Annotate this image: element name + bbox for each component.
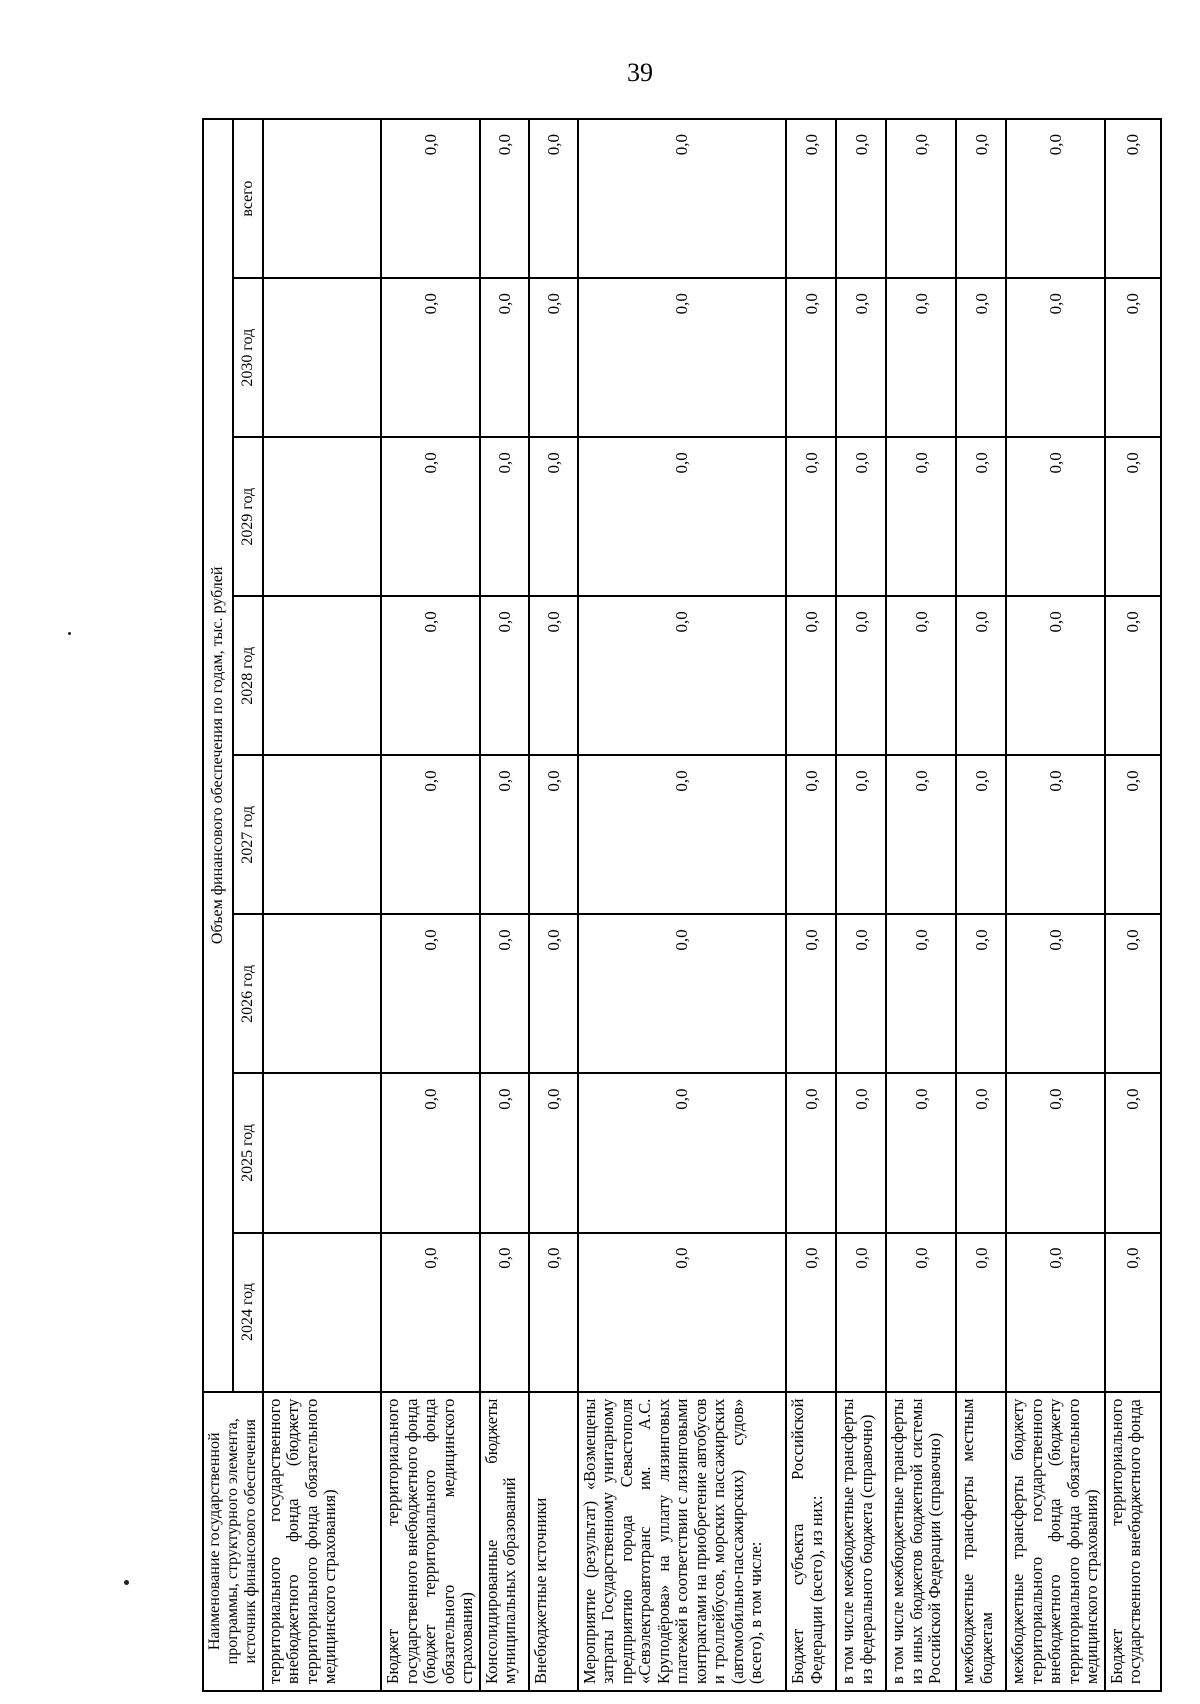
value-cell: [263, 119, 381, 278]
value-cell: 0,0: [1006, 437, 1104, 596]
value-cell: 0,0: [578, 278, 786, 437]
value-cell: 0,0: [480, 1233, 529, 1392]
table-row: [480, 119, 529, 1691]
value-cell: 0,0: [886, 914, 956, 1073]
table-body: [263, 119, 1161, 1691]
value-cell: 0,0: [480, 119, 529, 278]
value-cell: 0,0: [1006, 914, 1104, 1073]
value-cell: 0,0: [381, 755, 479, 914]
value-cell: 0,0: [480, 914, 529, 1073]
value-cell: 0,0: [529, 1073, 578, 1232]
value-cell: 0,0: [956, 1073, 1006, 1232]
value-cell: [263, 278, 381, 437]
value-cell: 0,0: [578, 437, 786, 596]
value-cell: 0,0: [480, 278, 529, 437]
value-cell: 0,0: [381, 914, 479, 1073]
value-cell: 0,0: [1006, 1073, 1104, 1232]
table-row: [263, 119, 381, 1691]
row-label: территориального государственного внебюджетного фонда (бюджету территориального фонда обязательного медицинского страхования): [263, 1392, 381, 1691]
value-cell: 0,0: [886, 755, 956, 914]
value-cell: 0,0: [836, 1233, 886, 1392]
header-year-5: 2029 год: [233, 437, 263, 596]
value-cell: 0,0: [956, 596, 1006, 755]
value-cell: 0,0: [786, 1233, 836, 1392]
value-cell: 0,0: [381, 1233, 479, 1392]
value-cell: 0,0: [381, 1073, 479, 1232]
value-cell: 0,0: [786, 437, 836, 596]
value-cell: 0,0: [836, 1073, 886, 1232]
page-number: 39: [627, 58, 653, 87]
value-cell: 0,0: [786, 596, 836, 755]
row-label: межбюджетные трансферты бюджету территориального государственного внебюджетного фонда (бюджету территориального фонда обязательного медицинского страхования): [1006, 1392, 1104, 1691]
value-cell: 0,0: [956, 914, 1006, 1073]
value-cell: 0,0: [480, 1073, 529, 1232]
value-cell: 0,0: [1105, 596, 1161, 755]
header-year-0: 2024 год: [233, 1233, 263, 1392]
value-cell: 0,0: [836, 914, 886, 1073]
value-cell: 0,0: [529, 755, 578, 914]
value-cell: 0,0: [1006, 755, 1104, 914]
value-cell: 0,0: [529, 596, 578, 755]
value-cell: 0,0: [786, 914, 836, 1073]
table-row: [1006, 119, 1104, 1691]
value-cell: 0,0: [886, 278, 956, 437]
value-cell: 0,0: [381, 437, 479, 596]
row-label: Мероприятие (результат) «Возмещены затраты Государственному унитарному предприятию города Севастополя «Севэлектроавтотранс им. А.С. Круподёрова» на уплату лизинговых платежей в соответствии с лизинговыми контрактами на приобретение автобусов и троллейбусов, морских пассажирских (автомобильно-пассажирских) судов» (всего), в том числе:: [578, 1392, 786, 1691]
value-cell: 0,0: [381, 596, 479, 755]
rotated-table-wrapper: [202, 118, 1162, 1692]
value-cell: 0,0: [956, 278, 1006, 437]
value-cell: 0,0: [956, 437, 1006, 596]
value-cell: 0,0: [886, 437, 956, 596]
value-cell: 0,0: [578, 1073, 786, 1232]
value-cell: 0,0: [1006, 119, 1104, 278]
row-label: Внебюджетные источники: [529, 1392, 578, 1691]
value-cell: [263, 914, 381, 1073]
value-cell: 0,0: [529, 1233, 578, 1392]
value-cell: 0,0: [1105, 755, 1161, 914]
value-cell: 0,0: [786, 119, 836, 278]
value-cell: 0,0: [886, 1073, 956, 1232]
table-row: [529, 119, 578, 1691]
header-year-3: 2027 год: [233, 755, 263, 914]
value-cell: 0,0: [480, 755, 529, 914]
row-label: межбюджетные трансферты местным бюджетам: [956, 1392, 1006, 1691]
header-year-7: всего: [233, 119, 263, 278]
value-cell: 0,0: [836, 119, 886, 278]
table-row: [1105, 119, 1161, 1691]
row-label: Бюджет территориального государственного внебюджетного фонда (бюджет территориального фонда обязательного медицинского страхования): [381, 1392, 479, 1691]
value-cell: 0,0: [578, 596, 786, 755]
header-year-2: 2026 год: [233, 914, 263, 1073]
header-name-column: Наименование государственной программы, структурного элемента, источник финансового обеспечения: [203, 1392, 263, 1691]
value-cell: 0,0: [836, 755, 886, 914]
value-cell: 0,0: [578, 119, 786, 278]
row-label: Бюджет территориального государственного внебюджетного фонда: [1105, 1392, 1161, 1691]
header-year-6: 2030 год: [233, 278, 263, 437]
value-cell: 0,0: [956, 755, 1006, 914]
value-cell: [263, 1073, 381, 1232]
value-cell: 0,0: [480, 596, 529, 755]
table-row: [836, 119, 886, 1691]
value-cell: 0,0: [836, 596, 886, 755]
header-funding-group: Объем финансового обеспечения по годам, тыс. рублей: [203, 119, 233, 1392]
value-cell: 0,0: [578, 914, 786, 1073]
row-label: Бюджет субъекта Российской Федерации (всего), из них:: [786, 1392, 836, 1691]
value-cell: 0,0: [1105, 278, 1161, 437]
value-cell: 0,0: [1105, 119, 1161, 278]
value-cell: 0,0: [786, 755, 836, 914]
value-cell: [263, 437, 381, 596]
header-year-4: 2028 год: [233, 596, 263, 755]
value-cell: 0,0: [836, 437, 886, 596]
value-cell: 0,0: [786, 278, 836, 437]
value-cell: [263, 1233, 381, 1392]
scan-speck: [68, 632, 71, 635]
table-row: [956, 119, 1006, 1691]
header-year-1: 2025 год: [233, 1073, 263, 1232]
scan-speck: [124, 1580, 129, 1585]
value-cell: 0,0: [529, 278, 578, 437]
row-label: Консолидированные бюджеты муниципальных образований: [480, 1392, 529, 1691]
financing-table: [202, 118, 1162, 1692]
value-cell: 0,0: [1105, 1073, 1161, 1232]
table-row: [578, 119, 786, 1691]
row-label: в том числе межбюджетные трансферты из иных бюджетов бюджетной системы Российской Федерации (справочно): [886, 1392, 956, 1691]
value-cell: 0,0: [381, 278, 479, 437]
value-cell: 0,0: [786, 1073, 836, 1232]
value-cell: 0,0: [529, 914, 578, 1073]
value-cell: 0,0: [381, 119, 479, 278]
value-cell: 0,0: [886, 1233, 956, 1392]
value-cell: 0,0: [578, 755, 786, 914]
value-cell: 0,0: [1105, 1233, 1161, 1392]
value-cell: 0,0: [578, 1233, 786, 1392]
value-cell: [263, 596, 381, 755]
table-row: [786, 119, 836, 1691]
header-row-group: [203, 119, 233, 1691]
value-cell: 0,0: [956, 119, 1006, 278]
value-cell: 0,0: [1105, 914, 1161, 1073]
value-cell: 0,0: [886, 596, 956, 755]
value-cell: 0,0: [1105, 437, 1161, 596]
table-row: [381, 119, 479, 1691]
value-cell: 0,0: [529, 437, 578, 596]
value-cell: 0,0: [529, 119, 578, 278]
value-cell: 0,0: [886, 119, 956, 278]
table-row: [886, 119, 956, 1691]
value-cell: 0,0: [836, 278, 886, 437]
row-label: в том числе межбюджетные трансферты из федерального бюджета (справочно): [836, 1392, 886, 1691]
value-cell: [263, 755, 381, 914]
value-cell: 0,0: [956, 1233, 1006, 1392]
value-cell: 0,0: [1006, 278, 1104, 437]
value-cell: 0,0: [1006, 1233, 1104, 1392]
value-cell: 0,0: [480, 437, 529, 596]
value-cell: 0,0: [1006, 596, 1104, 755]
